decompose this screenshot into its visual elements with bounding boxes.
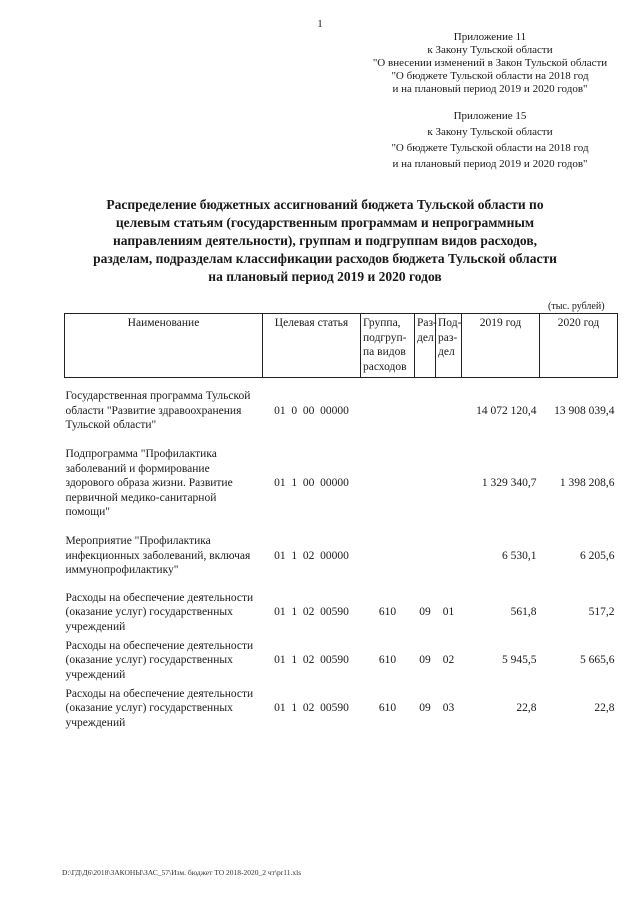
header-subsection: Под-раз-дел <box>436 314 462 378</box>
row-name: Расходы на обеспечение деятельности (оказание услуг) государственных учреждений <box>65 687 254 729</box>
row-group <box>361 444 415 524</box>
row-2020: 5 665,6 <box>580 654 615 667</box>
row-subsection: 03 <box>442 702 455 715</box>
row-group <box>361 524 415 589</box>
row-name: Мероприятие "Профилактика инфекционных заболеваний, включая иммунопрофилактику" <box>65 535 251 577</box>
annex-15-line2: к Закону Тульской области <box>427 126 553 138</box>
header-expense-group: Группа, подгруп-па видов расходов <box>361 314 415 378</box>
row-section: 09 <box>419 654 431 667</box>
header-2020: 2020 год <box>540 314 618 378</box>
row-subsection: 01 <box>442 606 455 619</box>
annex-15-line4: и на плановый период 2019 и 2020 годов" <box>392 158 588 170</box>
header-target-article: Целевая статья <box>263 314 361 378</box>
row-group: 610 <box>378 606 397 619</box>
row-subsection <box>436 378 462 444</box>
row-target-article: 01 1 02 00590 <box>274 702 349 715</box>
row-target-article: 01 0 00 00000 <box>274 404 349 417</box>
annex-11-line2: к Закону Тульской области <box>427 44 553 56</box>
row-name: Подпрограмма "Профилактика заболеваний и формирование здорового образа жизни. Развитие первичной медико-санитарной помощи" <box>65 448 233 519</box>
units-label: (тыс. рублей) <box>548 301 605 312</box>
row-2020: 517,2 <box>588 606 615 619</box>
annex-11-line4: "О бюджете Тульской области на 2018 год <box>391 70 589 82</box>
row-target-article: 01 1 02 00590 <box>274 654 349 667</box>
row-subsection <box>436 524 462 589</box>
row-target-article: 01 1 02 00590 <box>274 606 349 619</box>
row-2019: 14 072 120,4 <box>476 404 537 417</box>
annex-11-block <box>365 31 615 96</box>
annex-11-line3: "О внесении изменений в Закон Тульской области <box>372 57 608 69</box>
row-2020: 1 398 208,6 <box>559 477 615 490</box>
row-2020: 22,8 <box>594 702 615 715</box>
row-section <box>415 378 436 444</box>
table-row <box>65 524 618 589</box>
row-section <box>415 444 436 524</box>
row-name: Расходы на обеспечение деятельности (оказание услуг) государственных учреждений <box>65 639 254 681</box>
annex-15-line1: Приложение 15 <box>453 110 527 122</box>
header-section: Раз-дел <box>415 314 436 378</box>
table-row <box>65 444 618 524</box>
table-row <box>65 685 618 733</box>
row-2019: 5 945,5 <box>502 654 537 667</box>
row-2020: 6 205,6 <box>580 549 615 562</box>
table-row <box>65 589 618 637</box>
row-name: Расходы на обеспечение деятельности (оказание услуг) государственных учреждений <box>65 591 254 633</box>
row-2019: 6 530,1 <box>502 549 537 562</box>
file-path-footer: D:\ГД\Д6\2018\ЗАКОНЫ\ЗАС_57\Изм. бюджет ТО 2018-2020_2 чт\pr11.xls <box>62 868 302 877</box>
table-row <box>65 378 618 444</box>
row-2019: 561,8 <box>510 606 537 619</box>
row-name: Государственная программа Тульской области "Развитие здравоохранения Тульской области" <box>65 390 251 431</box>
annex-11-line5: и на плановый период 2019 и 2020 годов" <box>392 83 588 95</box>
row-group: 610 <box>378 702 397 715</box>
row-2019: 22,8 <box>516 702 537 715</box>
row-section: 09 <box>419 702 431 715</box>
row-target-article: 01 1 02 00000 <box>274 549 349 562</box>
page-number: 1 <box>317 18 323 30</box>
annex-11-line1: Приложение 11 <box>453 31 527 43</box>
row-section <box>415 524 436 589</box>
table-row <box>65 637 618 685</box>
header-name: Наименование <box>65 314 263 378</box>
row-2019: 1 329 340,7 <box>481 477 537 490</box>
row-section: 09 <box>419 606 431 619</box>
row-target-article: 01 1 00 00000 <box>274 477 349 490</box>
row-subsection: 02 <box>442 654 455 667</box>
document-title: Распределение бюджетных ассигнований бюджета Тульской области по целевым статьям (государственным программам и непрограммным направлениям деятельности), группам и подгруппам видов расходов, разделам, подразделам классификации расходов бюджета Тульской области на плановый период 2019 и 2020 годов <box>93 197 557 284</box>
row-group: 610 <box>378 654 397 667</box>
row-subsection <box>436 444 462 524</box>
annex-15-line3: "О бюджете Тульской области на 2018 год <box>391 142 589 154</box>
annex-15-block <box>365 108 615 172</box>
header-2019: 2019 год <box>462 314 540 378</box>
budget-table <box>64 313 618 733</box>
row-2020: 13 908 039,4 <box>554 404 615 417</box>
row-group <box>361 378 415 444</box>
